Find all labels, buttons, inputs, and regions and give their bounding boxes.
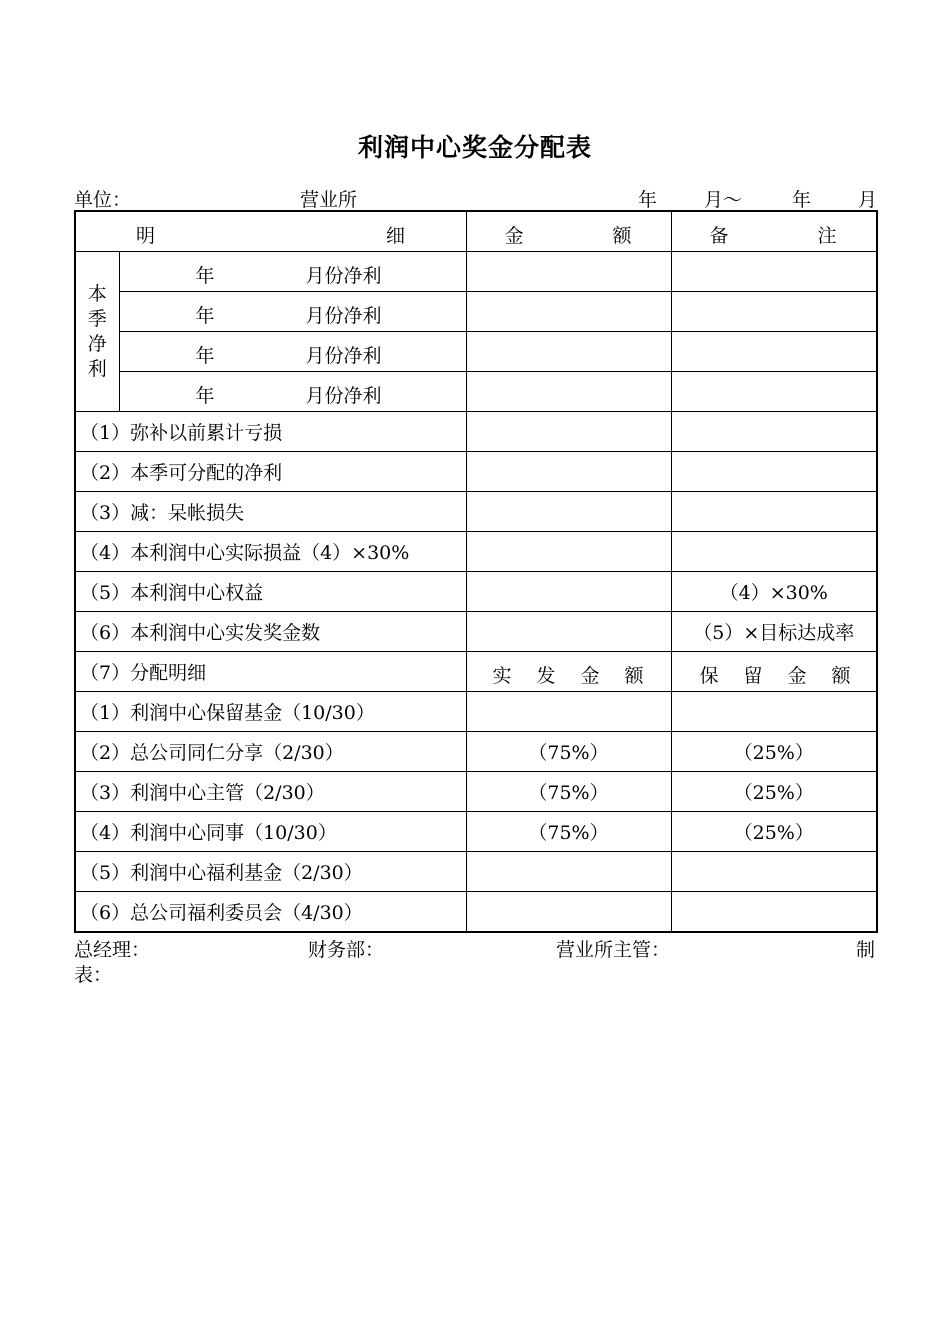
amount-cell[interactable] — [466, 452, 671, 492]
amount-header-left: 金 — [504, 225, 524, 247]
calc-row — [75, 572, 877, 612]
retained-amount-cell[interactable] — [671, 892, 877, 933]
paid-header-char: 金 — [580, 665, 600, 687]
distribution-row — [75, 732, 877, 772]
remark-cell[interactable] — [671, 532, 877, 572]
quarter-row — [75, 292, 877, 332]
amount-cell[interactable] — [466, 292, 671, 332]
prepared-by-label-1: 制 — [856, 939, 876, 961]
detail-header-right: 细 — [386, 225, 406, 247]
amount-header-right: 额 — [612, 225, 632, 247]
amount-header — [466, 211, 671, 252]
page-title: 利润中心奖金分配表 — [357, 133, 592, 162]
month-label: 月份净利 — [305, 305, 382, 327]
finance-dept-label: 财务部： — [308, 939, 385, 961]
month-label: 月份净利 — [305, 265, 382, 287]
remark-cell[interactable] — [671, 252, 877, 292]
amount-cell[interactable] — [466, 612, 671, 652]
month-year: 年 — [195, 345, 215, 367]
calc-row — [75, 412, 877, 452]
remark-header-right: 注 — [817, 225, 837, 247]
branch-manager-label: 营业所主管： — [556, 939, 671, 961]
amount-cell[interactable] — [466, 412, 671, 452]
month-net-profit-cell — [119, 292, 466, 332]
calc-detail: （2）本季可分配的净利 — [75, 452, 466, 492]
paid-amount-cell[interactable]: （75%） — [466, 772, 671, 812]
quarter-net-profit-label — [75, 252, 119, 412]
remark-cell[interactable]: （4）×30% — [671, 572, 877, 612]
distribution-detail-header: （7）分配明细 — [75, 652, 466, 692]
remark-header — [671, 211, 877, 252]
start-year-label: 年 — [638, 189, 658, 211]
distribution-detail: （2）总公司同仁分享（2/30） — [75, 732, 466, 772]
calc-row — [75, 452, 877, 492]
retained-header-char: 金 — [787, 665, 807, 687]
quarter-row — [75, 332, 877, 372]
retained-amount-cell[interactable]: （25%） — [671, 772, 877, 812]
remark-cell[interactable] — [671, 292, 877, 332]
prepared-by-label-2: 表： — [74, 964, 113, 986]
month-label: 月份净利 — [305, 385, 382, 407]
paid-header-char: 发 — [536, 665, 556, 687]
amount-cell[interactable] — [466, 572, 671, 612]
retained-amount-cell[interactable] — [671, 692, 877, 732]
month-net-profit-cell — [119, 372, 466, 412]
distribution-header-row — [75, 652, 877, 692]
distribution-detail: （1）利润中心保留基金（10/30） — [75, 692, 466, 732]
calc-detail: （1）弥补以前累计亏损 — [75, 412, 466, 452]
quarter-row — [75, 252, 877, 292]
amount-cell[interactable] — [466, 492, 671, 532]
distribution-row — [75, 772, 877, 812]
paid-header-char: 实 — [492, 665, 512, 687]
retained-amount-cell[interactable]: （25%） — [671, 732, 877, 772]
remark-cell[interactable] — [671, 412, 877, 452]
paid-amount-cell[interactable] — [466, 892, 671, 933]
month-label: 月份净利 — [305, 345, 382, 367]
retained-header-char: 额 — [831, 665, 851, 687]
month-net-profit-cell — [119, 252, 466, 292]
distribution-row — [75, 892, 877, 933]
distribution-detail: （4）利润中心同事（10/30） — [75, 812, 466, 852]
amount-cell[interactable] — [466, 372, 671, 412]
remark-cell[interactable] — [671, 452, 877, 492]
remark-cell[interactable] — [671, 492, 877, 532]
retained-header-char: 留 — [743, 665, 763, 687]
retained-amount-header — [671, 652, 877, 692]
remark-cell[interactable] — [671, 372, 877, 412]
header-line — [74, 185, 876, 211]
retained-amount-cell[interactable] — [671, 852, 877, 892]
amount-cell[interactable] — [466, 252, 671, 292]
distribution-row — [75, 692, 877, 732]
paid-amount-cell[interactable]: （75%） — [466, 732, 671, 772]
amount-cell[interactable] — [466, 532, 671, 572]
remark-cell[interactable] — [671, 332, 877, 372]
paid-amount-cell[interactable]: （75%） — [466, 812, 671, 852]
calc-row — [75, 532, 877, 572]
distribution-row — [75, 812, 877, 852]
calc-detail: （3）减：呆帐损失 — [75, 492, 466, 532]
paid-amount-cell[interactable] — [466, 852, 671, 892]
unit-label: 单位： — [74, 189, 132, 211]
quarter-label-char: 季 — [87, 307, 107, 330]
branch-label: 营业所 — [300, 189, 358, 211]
month-net-profit-cell — [119, 332, 466, 372]
remark-header-left: 备 — [709, 225, 729, 247]
quarter-label-char: 净 — [87, 332, 107, 355]
calc-row — [75, 612, 877, 652]
paid-amount-header — [466, 652, 671, 692]
calc-detail: （4）本利润中心实际损益（4）×30% — [75, 532, 466, 572]
remark-cell[interactable]: （5）×目标达成率 — [671, 612, 877, 652]
quarter-label-char: 利 — [87, 357, 107, 380]
distribution-detail: （6）总公司福利委员会（4/30） — [75, 892, 466, 933]
calc-row — [75, 492, 877, 532]
end-month-label: 月 — [858, 189, 878, 211]
detail-header-left: 明 — [136, 225, 156, 247]
quarter-label-char: 本 — [87, 282, 107, 305]
retained-amount-cell[interactable]: （25%） — [671, 812, 877, 852]
calc-detail: （5）本利润中心权益 — [75, 572, 466, 612]
paid-amount-cell[interactable] — [466, 692, 671, 732]
bonus-distribution-table — [74, 210, 878, 933]
calc-detail: （6）本利润中心实发奖金数 — [75, 612, 466, 652]
month-year: 年 — [195, 305, 215, 327]
quarter-row — [75, 372, 877, 412]
amount-cell[interactable] — [466, 332, 671, 372]
distribution-row — [75, 852, 877, 892]
month-year: 年 — [195, 385, 215, 407]
distribution-detail: （3）利润中心主管（2/30） — [75, 772, 466, 812]
month-year: 年 — [195, 265, 215, 287]
column-header-row — [75, 211, 877, 252]
end-year-label: 年 — [792, 189, 812, 211]
detail-header — [75, 211, 466, 252]
general-manager-label: 总经理： — [74, 939, 151, 961]
retained-header-char: 保 — [699, 665, 719, 687]
paid-header-char: 额 — [624, 665, 644, 687]
distribution-detail: （5）利润中心福利基金（2/30） — [75, 852, 466, 892]
start-month-label: 月～ — [704, 189, 743, 211]
